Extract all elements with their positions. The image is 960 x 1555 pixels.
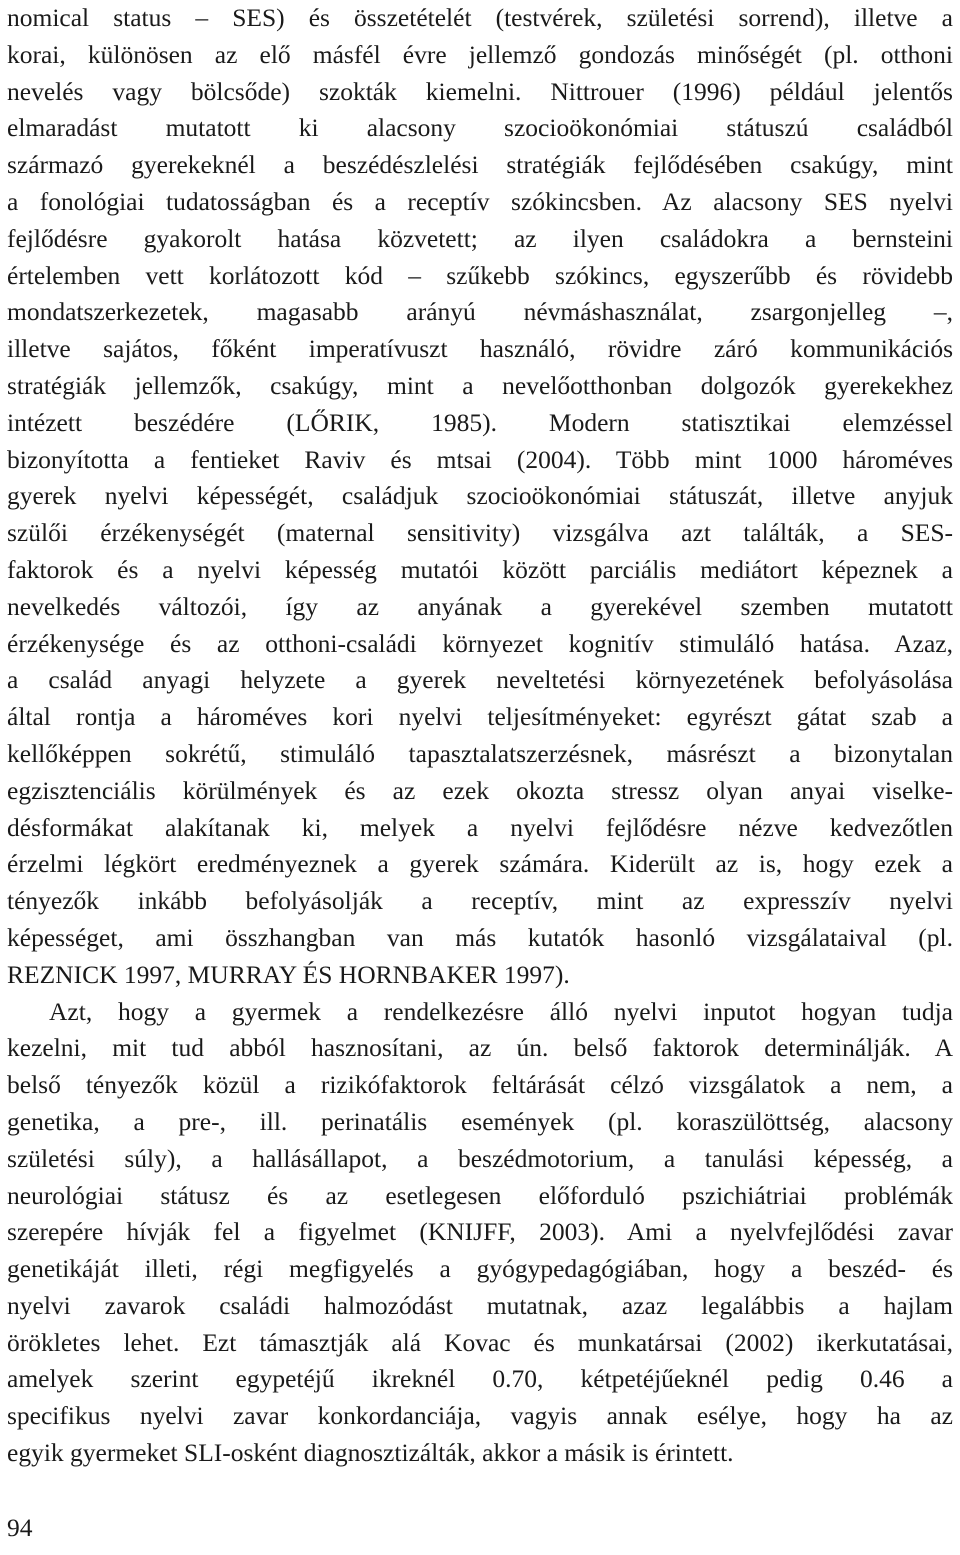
text-line: a fonológiai tudatosságban és a receptív szókincsben. Az alacsony SES nyelvi	[7, 186, 953, 216]
text-line: specifikus nyelvi zavar konkordanciája, vagyis annak esélye, hogy ha az	[7, 1401, 953, 1431]
text-line: képességet, ami összhangban van más kutatók hasonló vizsgálataival (pl.	[7, 922, 953, 952]
text-line: mondatszerkezetek, magasabb arányú névmáshasználat, zsargonjelleg –,	[7, 297, 953, 327]
text-line: kellőképpen sokrétű, stimuláló tapasztalatszerzésnek, másrészt a bizonytalan	[7, 738, 953, 768]
text-line: nevelés vagy bölcsőde) szokták kiemelni. Nittrouer (1996) például jelentős	[7, 76, 953, 106]
text-line: gyerek nyelvi képességét, családjuk szocioökonómiai státuszát, illetve anyjuk	[7, 481, 953, 511]
paragraph	[7, 994, 953, 1472]
text-line: intézett beszédére (LŐRIK, 1985). Modern statisztikai elemzéssel	[7, 407, 953, 437]
text-line: stratégiák jellemzők, csakúgy, mint a nevelőotthonban dolgozók gyerekekhez	[7, 370, 953, 400]
text-line: korai, különösen az elő másfél évre jellemző gondozás minőségét (pl. otthoni	[7, 39, 953, 69]
text-line: désformákat alakítanak ki, melyek a nyelvi fejlődésre nézve kedvezőtlen	[7, 812, 953, 842]
text-line: amelyek szerint egypetéjű ikreknél 0.70, kétpetéjűeknél pedig 0.46 a	[7, 1364, 953, 1394]
text-line: által rontja a hároméves kori nyelvi teljesítményeket: egyrészt gátat szab a	[7, 702, 953, 732]
text-line: nevelkedés változói, így az anyának a gyerekével szemben mutatott	[7, 591, 953, 621]
text-line: genetikáját illeti, régi megfigyelés a gyógypedagógiában, hogy a beszéd- és	[7, 1254, 953, 1284]
text-line: szerepére hívják fel a figyelmet (KNIJFF, 2003). Ami a nyelvfejlődési zavar	[7, 1217, 953, 1247]
document-page	[7, 0, 953, 1472]
text-line: elmaradást mutatott ki alacsony szocioökonómiai státuszú családból	[7, 113, 953, 143]
text-line: a család anyagi helyzete a gyerek neveltetési környezetének befolyásolása	[7, 665, 953, 695]
text-line: REZNICK 1997, MURRAY ÉS HORNBAKER 1997).	[7, 959, 570, 989]
text-line: szülői érzékenységét (maternal sensitivity) vizsgálva azt találták, a SES-	[7, 518, 953, 548]
text-line: faktorok és a nyelvi képesség mutatói között parciális mediátort képeznek a	[7, 554, 953, 584]
paragraph	[7, 0, 953, 994]
text-line: egzisztenciális körülmények és az ezek okozta stressz olyan anyai viselke-	[7, 775, 953, 805]
body-text	[7, 0, 953, 1472]
text-line: nyelvi zavarok családi halmozódást mutatnak, azaz legalábbis a hajlam	[7, 1290, 953, 1320]
text-line: születési súly), a hallásállapot, a beszédmotorium, a tanulási képesség, a	[7, 1143, 953, 1173]
text-line: érzelmi légkört eredményeznek a gyerek számára. Kiderült az is, hogy ezek a	[7, 849, 953, 879]
text-line: illetve sajátos, főként imperatívuszt használó, rövidre záró kommunikációs	[7, 334, 953, 364]
text-line: örökletes lehet. Ezt támasztják alá Kovac és munkatársai (2002) ikerkutatásai,	[7, 1327, 953, 1357]
text-line: érzékenysége és az otthoni-családi környezet kognitív stimuláló hatása. Azaz,	[7, 628, 953, 658]
text-line: egyik gyermeket SLI-osként diagnosztizálták, akkor a másik is érintett.	[7, 1438, 734, 1468]
text-line: értelemben vett korlátozott kód – szűkebb szókincs, egyszerűbb és rövidebb	[7, 260, 953, 290]
text-line: fejlődésre gyakorolt hatása közvetett; az ilyen családokra a bernsteini	[7, 223, 953, 253]
text-line: neurológiai státusz és az esetlegesen előforduló pszichiátriai problémák	[7, 1180, 953, 1210]
text-line: nomical status – SES) és összetételét (testvérek, születési sorrend), illetve a	[7, 3, 953, 32]
text-line: tényezők inkább befolyásolják a receptív, mint az expresszív nyelvi	[7, 886, 953, 916]
text-line: Azt, hogy a gyermek a rendelkezésre álló nyelvi inputot hogyan tudja	[49, 996, 953, 1026]
text-line: bizonyította a fentieket Raviv és mtsai (2004). Több mint 1000 hároméves	[7, 444, 953, 474]
page-number: 94	[7, 1513, 33, 1542]
text-line: származó gyerekeknél a beszédészlelési stratégiák fejlődésében csakúgy, mint	[7, 150, 953, 180]
text-line: belső tényezők közül a rizikófaktorok feltárását célzó vizsgálatok a nem, a	[7, 1070, 953, 1100]
text-line: genetika, a pre-, ill. perinatális események (pl. koraszülöttség, alacsony	[7, 1106, 953, 1136]
text-line: kezelni, mit tud abból hasznosítani, az ún. belső faktorok determinálják. A	[7, 1033, 953, 1063]
